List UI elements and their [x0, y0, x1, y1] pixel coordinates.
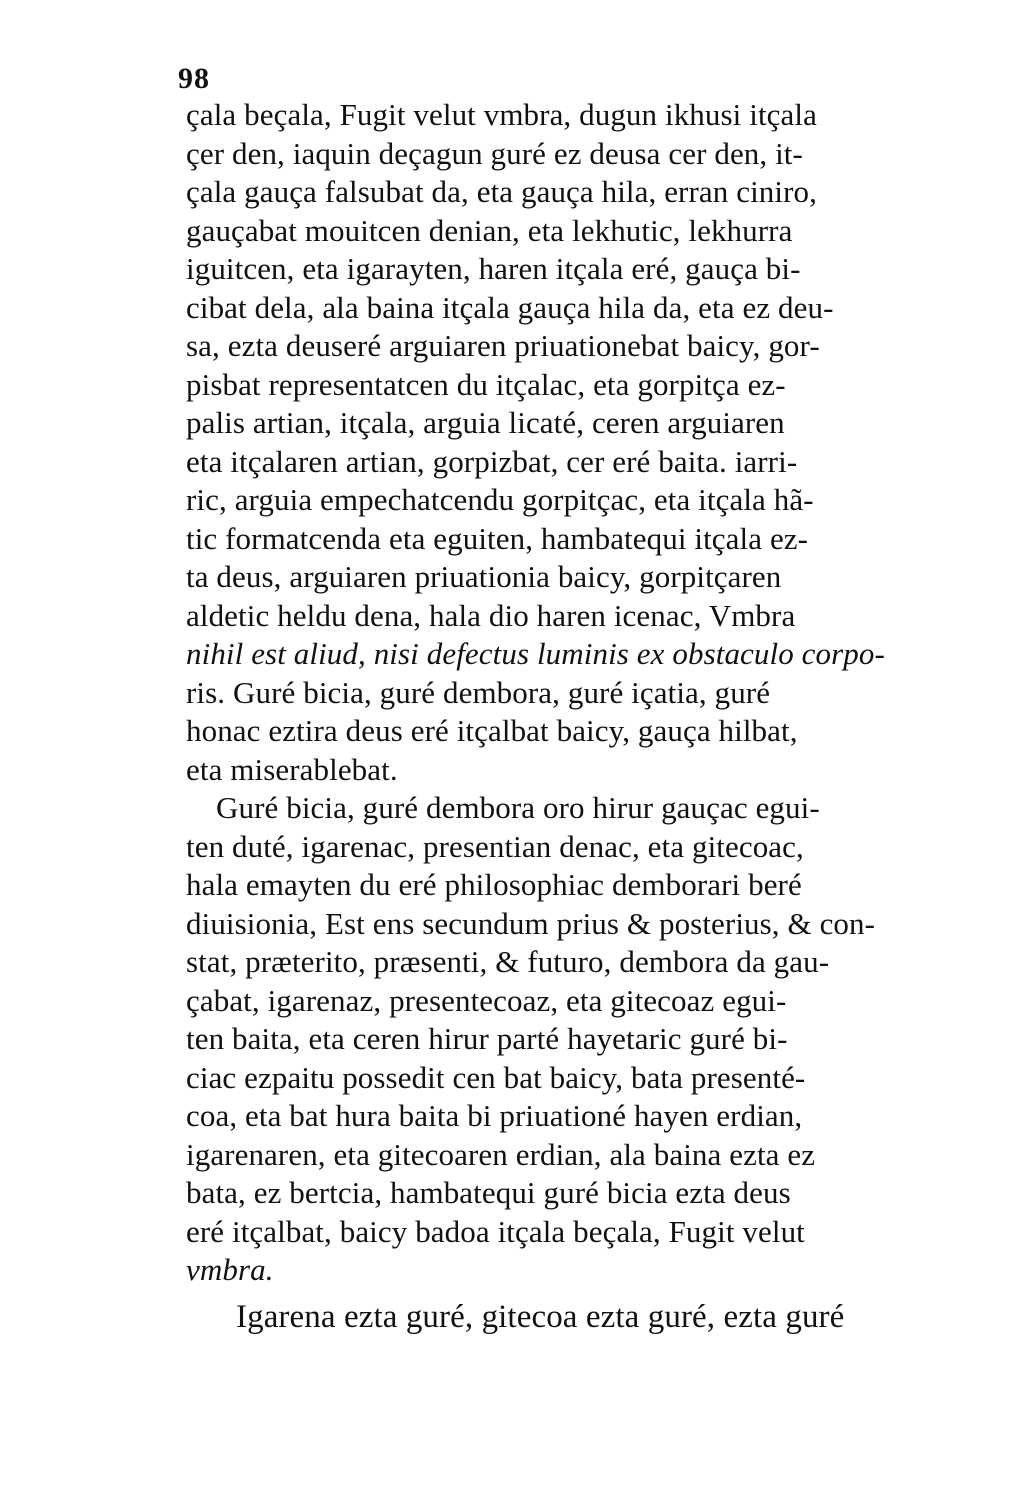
text-line: coa, eta bat hura baita bi priuationé hayen erdian, — [186, 1098, 803, 1133]
text-line: sa, ezta deuseré arguiaren priuationebat baicy, gor- — [186, 328, 820, 363]
latin-quote: nihil est aliud, nisi defectus luminis ex obstaculo corpo- — [186, 636, 885, 671]
latin-quote: vmbra. — [186, 1252, 274, 1287]
text-line: ric, arguia empechatcendu gorpitçac, eta itçala hã- — [186, 482, 814, 517]
text-line: eré itçalbat, baicy badoa itçala beçala, Fugit velut — [186, 1213, 805, 1249]
text-line: gauçabat mouitcen denian, eta lekhutic, lekhurra — [186, 212, 793, 248]
text-line: cibat dela, ala baina itçala gauça hila da, eta ez deu- — [186, 289, 834, 325]
text-line: ten duté, igarenac, presentian denac, eta gitecoac, — [186, 828, 804, 864]
text-line: ten baita, eta ceren hirur parté hayetaric guré bi- — [186, 1021, 788, 1056]
text-line: igarenaren, eta gitecoaren erdian, ala baina ezta ez — [186, 1136, 816, 1172]
text-line: çabat, igarenaz, presentecoaz, eta gitecoaz egui- — [186, 982, 787, 1018]
text-line-italic — [186, 1251, 908, 1290]
text-line: ta deus, arguiaren priuationia baicy, gorpitçaren — [186, 559, 782, 594]
text-line: tic formatcenda eta eguiten, hambatequi itçala ez- — [186, 520, 809, 556]
text-line: çala beçala, Fugit velut vmbra, dugun ikhusi itçala — [186, 97, 817, 132]
body-text — [186, 96, 908, 1338]
text-line: eta miserablebat. — [186, 751, 398, 787]
paragraph-start-line: Guré bicia, guré dembora oro hirur gauçac egui- — [216, 790, 820, 825]
text-line: pisbat representatcen du itçalac, eta gorpitça ez- — [186, 366, 786, 402]
text-line: diuisionia, Est ens secundum prius & posterius, & con- — [186, 905, 876, 941]
text-line: çala gauça falsubat da, eta gauça hila, erran ciniro, — [186, 174, 817, 209]
text-line: palis artian, itçala, arguia licaté, ceren arguiaren — [186, 405, 785, 440]
text-line: iguitcen, eta igarayten, haren itçala eré, gauça bi- — [186, 251, 801, 286]
text-line: çer den, iaquin deçagun guré ez deusa cer den, it- — [186, 135, 803, 171]
paragraph-start-line: Igarena ezta guré, gitecoa ezta guré, ezta guré — [236, 1298, 845, 1335]
text-line: ciac ezpaitu possedit cen bat baicy, bata presenté- — [186, 1059, 806, 1095]
text-line: hala emayten du eré philosophiac demborari beré — [186, 867, 802, 902]
text-line: aldetic heldu dena, hala dio haren icenac, Vmbra — [186, 597, 796, 633]
text-line: eta itçalaren artian, gorpizbat, cer eré baita. iarri- — [186, 443, 798, 479]
text-line-italic — [186, 635, 908, 674]
text-line: bata, ez bertcia, hambatequi guré bicia ezta deus — [186, 1175, 791, 1210]
text-line: stat, præterito, præsenti, & futuro, dembora da gau- — [186, 944, 830, 979]
page-number: 98 — [178, 62, 210, 95]
text-line: ris. Guré bicia, guré dembora, guré içatia, guré — [186, 674, 771, 710]
text-line: honac eztira deus eré itçalbat baicy, gauça hilbat, — [186, 713, 798, 748]
